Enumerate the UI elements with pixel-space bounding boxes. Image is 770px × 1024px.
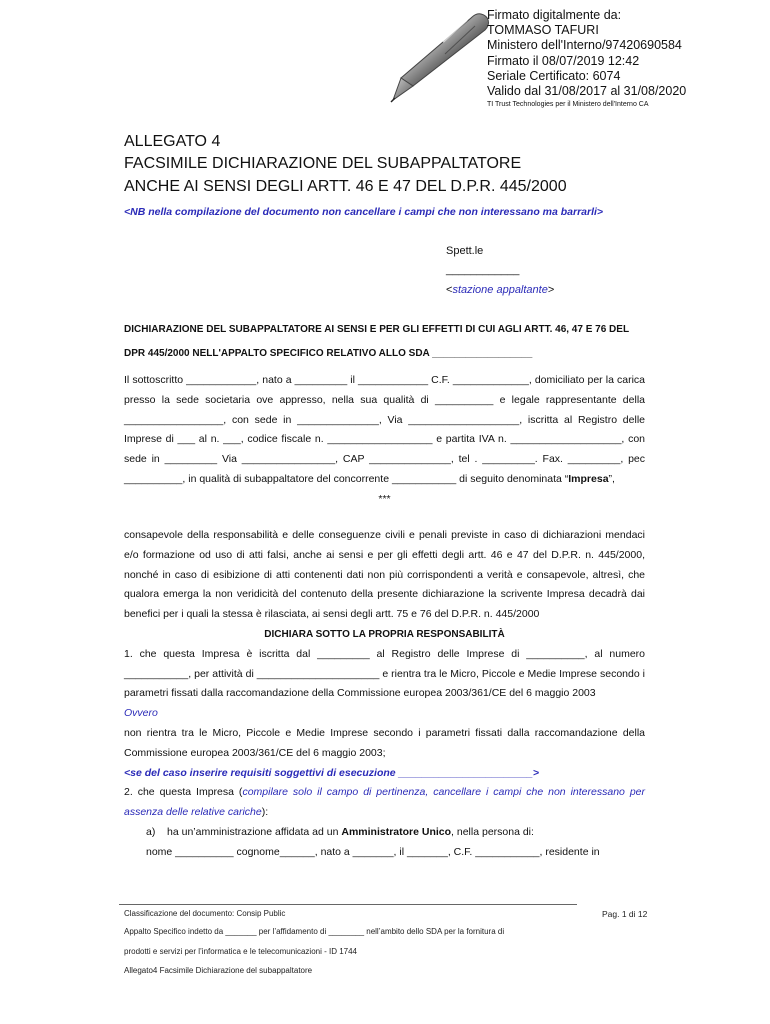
signature-line: Firmato il 08/07/2019 12:42 — [487, 53, 640, 68]
ovvero-label: Ovvero — [124, 707, 158, 720]
bracket-open: < — [446, 284, 453, 296]
separator-stars: *** — [378, 492, 391, 505]
signature-line: Ministero dell'Interno/97420690584 — [487, 38, 682, 53]
footer-prodotti-line: prodotti e servizi per l’informatica e le telecomunicazioni - ID 1744 — [124, 947, 357, 956]
declaration-heading-line2: DPR 445/2000 NELL'APPALTO SPECIFICO RELATIVO ALLO SDA __________________ — [124, 348, 533, 359]
signature-line: Firmato digitalmente da: — [487, 8, 622, 22]
footer-classification: Classificazione del documento: Consip Public — [124, 909, 286, 918]
awareness-paragraph — [124, 526, 645, 863]
stazione-appaltante-placeholder: stazione appaltante — [452, 284, 548, 296]
declarant-text-end: ”, — [608, 472, 615, 485]
awareness-text: consapevole della responsabilità e delle conseguenze civili e penali previste in caso di dichiarazioni mendaci e/o formazione od uso di atti falsi, anche ai sensi e per gli effetti degli artt. 46 e 47 del D.P.R. n. 445/2000, nonché in caso di esibizione di atti contenenti dati non più corrispondenti a verità e consapevole, altresì, che qualora emerga la non veridicità del contenuto della presente dichiarazione la scrivente Impresa decadrà dai benefici per i quali la stessa è rilasciata, ai sensi degli artt. 75 e 76 del D.P.R. n. 445/2000 — [124, 529, 645, 621]
item-1-text: 1. che questa Impresa è iscritta dal _________ al Registro delle Imprese di __________, al numero ___________, per attività di _____________________ e rientra tra le Micro, Piccole e Medie Imprese secondo i parametri fissati dalla raccomandazione della Commissione europea 2003/361/CE del 6 maggio 2003 — [124, 647, 645, 700]
footer-appalto-line: Appalto Specifico indetto da _______ per l’affidamento di ________ nell’ambito dello SDA per la fornitura di — [124, 927, 505, 936]
signature-line: Seriale Certificato: 6074 — [487, 68, 621, 83]
declarant-text: Il sottoscritto ____________, nato a _________ il ____________ C.F. _____________, domiciliato per la carica presso la sede societaria ove appresso, nella sua qualità di __________ e legale rappresentante della _________________, con sede in ______________, Via ___________________, iscritta al Registro delle Imprese di ___ al n. ___, codice fiscale n. __________________ e partita IVA n. ___________________, con sede in _________ Via ________________, CAP ______________, tel . _________. Fax. _________, pec __________, in qualità di subappaltatore del concorrente ___________ di seguito denominata “ — [124, 374, 645, 485]
item-2-instruction: compilare solo il campo di pertinenza, cancellare i campi che non interessano per assenza delle relative cariche — [124, 786, 646, 819]
addressee-blank: ____________ — [446, 264, 520, 276]
item-2-text: 2. che questa Impresa (compilare solo il campo di pertinenza, cancellare i campi che non interessano per assenza delle relative cariche): — [124, 786, 646, 819]
footer-divider — [119, 904, 577, 905]
amministratore-unico-term: Amministratore Unico — [341, 825, 452, 838]
item-a-marker: a) — [146, 825, 156, 838]
signature-line: TOMMASO TAFURI — [487, 23, 599, 38]
declarant-paragraph — [124, 371, 645, 510]
requisiti-placeholder: <se del caso inserire requisiti soggettivi di esecuzione _______________________> — [124, 766, 540, 779]
declaration-heading-line1: DICHIARAZIONE DEL SUBAPPALTATORE AI SENSI E PER GLI EFFETTI DI CUI AGLI ARTT. 46, 47 E 76 DEL — [124, 324, 630, 335]
digital-signature-block — [487, 8, 762, 111]
page-number: Pag. 1 di 12 — [602, 909, 648, 919]
item-1b-text: non rientra tra le Micro, Piccole e Medie Imprese secondo i parametri fissati dalla raccomandazione della Commissione europea 2003/361/CE del 6 maggio 2003; — [124, 726, 645, 759]
item-a-details: nome __________ cognome______, nato a _______, il _______, C.F. ___________, residente in — [146, 845, 600, 858]
compilation-note: <NB nella compilazione del documento non cancellare i campi che non interessano ma barrarli> — [124, 206, 604, 218]
signature-issuer: TI Trust Technologies per il Ministero dell'Interno CA — [487, 101, 649, 109]
bracket-close: > — [547, 284, 555, 296]
addressee-salutation: Spett.le — [446, 245, 484, 257]
document-title-line3: ANCHE AI SENSI DEGLI ARTT. 46 E 47 DEL D.P.R. 445/2000 — [124, 178, 567, 195]
impresa-term: Impresa — [568, 472, 609, 485]
document-title-line2: FACSIMILE DICHIARAZIONE DEL SUBAPPALTATORE — [124, 155, 522, 172]
signature-line: Valido dal 31/08/2017 al 31/08/2020 — [487, 84, 687, 99]
dichiara-heading: DICHIARA SOTTO LA PROPRIA RESPONSABILITÀ — [264, 628, 505, 640]
footer-allegato-line: Allegato4 Facsimile Dichiarazione del subappaltatore — [124, 966, 313, 975]
item-a: a) ha un’amministrazione affidata ad un Amministratore Unico, nella persona di: — [146, 825, 534, 838]
addressee-stazione — [446, 284, 554, 296]
digital-signature-pen-icon — [385, 8, 495, 104]
document-title-line1: ALLEGATO 4 — [124, 133, 221, 150]
